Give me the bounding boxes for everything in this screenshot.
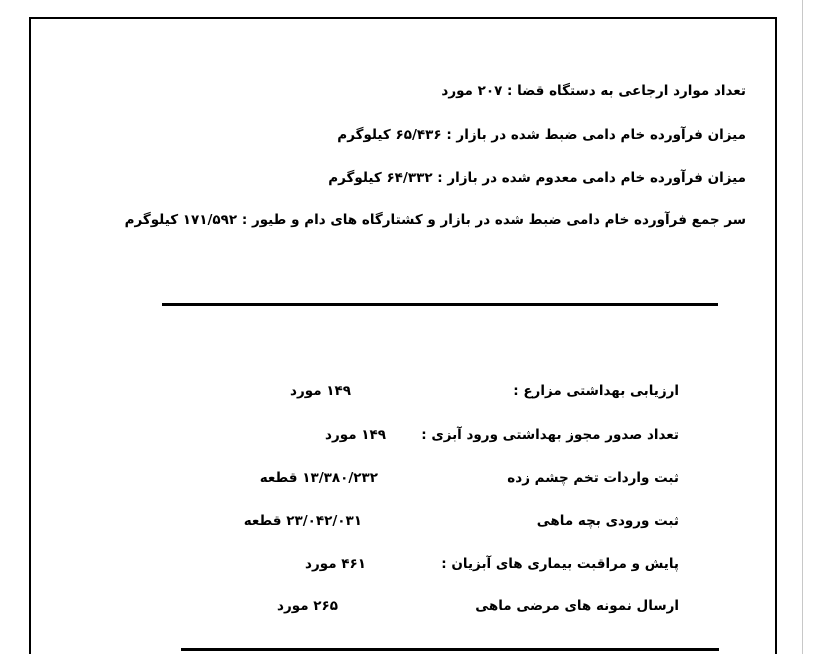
row-value-fingerlings: ۲۳/۰۴۲/۰۳۱ قطعه <box>243 513 362 529</box>
row-label-eyed-eggs: ثبت واردات تخم چشم زده <box>507 470 679 486</box>
row-label-import-permits: تعداد صدور مجوز بهداشتی ورود آبزی : <box>421 427 679 443</box>
row-label-fingerlings: ثبت ورودی بچه ماهی <box>536 513 679 529</box>
section-divider-bottom <box>181 648 719 651</box>
row-value-fish-samples: ۲۶۵ مورد <box>277 598 338 614</box>
seized-market-line: میزان فرآورده خام دامی ضبط شده در بازار : ۶۵/۴۳۶ کیلوگرم <box>337 127 746 143</box>
page-edge-divider <box>802 0 803 654</box>
referrals-line: تعداد موارد ارجاعی به دستگاه قضا : ۲۰۷ مورد <box>441 83 746 99</box>
row-value-import-permits: ۱۴۹ مورد <box>325 427 386 443</box>
total-seized-line: سر جمع فرآورده خام دامی ضبط شده در بازار و کشتارگاه های دام و طیور : ۱۷۱/۵۹۲ کیلوگرم <box>124 212 746 228</box>
row-label-farm-assessment: ارزیابی بهداشتی مزارع : <box>513 383 679 399</box>
section-divider-top <box>162 303 718 306</box>
row-label-disease-monitoring: پایش و مراقبت بیماری های آبزیان : <box>441 556 679 572</box>
row-value-disease-monitoring: ۴۶۱ مورد <box>305 556 366 572</box>
row-value-farm-assessment: ۱۴۹ مورد <box>290 383 351 399</box>
destroyed-market-line: میزان فرآورده خام دامی معدوم شده در بازار : ۶۴/۳۳۲ کیلوگرم <box>328 170 746 186</box>
row-label-fish-samples: ارسال نمونه های مرضی ماهی <box>475 598 679 614</box>
row-value-eyed-eggs: ۱۳/۳۸۰/۲۳۲ قطعه <box>259 470 378 486</box>
document-page <box>29 17 777 654</box>
